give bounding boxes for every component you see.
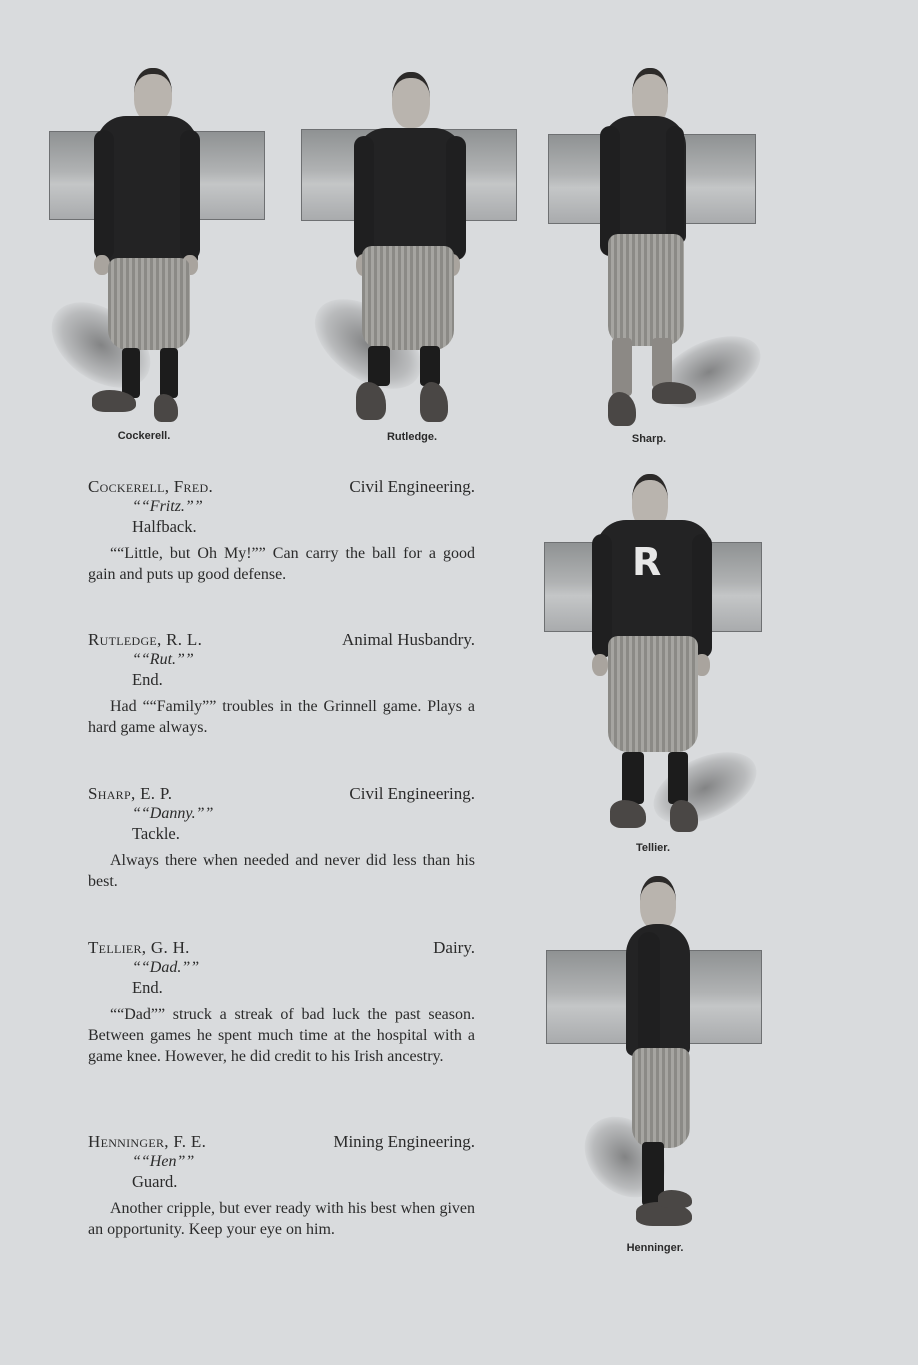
- player-position: Tackle.: [132, 824, 180, 843]
- player-course: Animal Husbandry.: [342, 630, 475, 649]
- player-photo-sharp: [544, 62, 758, 432]
- player-entry-tellier: [88, 938, 475, 1067]
- player-entry-cockerell: [88, 477, 475, 585]
- player-entry-sharp: [88, 784, 475, 892]
- player-name: Cockerell, Fred.: [88, 477, 214, 496]
- player-name: Tellier, G. H.: [88, 938, 190, 957]
- player-entry-rutledge: [88, 630, 475, 738]
- player-description: ““Little, but Oh My!”” Can carry the ball for a good gain and puts up good defense.: [88, 545, 475, 583]
- player-photo-henninger: [540, 872, 766, 1240]
- photo-caption-henninger: Henninger.: [626, 1242, 684, 1254]
- photo-caption-sharp: Sharp.: [631, 433, 667, 445]
- player-description: ““Dad”” struck a streak of bad luck the past season. Between games he spent much time at the hospital with a game knee. However, he did credit to his Irish ancestry.: [88, 1006, 475, 1065]
- photo-caption-cockerell: Cockerell.: [117, 430, 171, 442]
- player-name: Sharp, E. P.: [88, 784, 173, 803]
- player-course: Civil Engineering.: [349, 477, 475, 496]
- player-name: Rutledge, R. L.: [88, 630, 203, 649]
- player-position: Guard.: [132, 1172, 178, 1191]
- player-description: Always there when needed and never did less than his best.: [88, 852, 475, 890]
- player-photo-cockerell: [44, 60, 269, 430]
- player-nickname: ““Fritz.””: [132, 498, 203, 515]
- player-photo-rutledge: [298, 64, 520, 430]
- player-nickname: ““Danny.””: [132, 805, 214, 822]
- sweater-letter: R: [632, 540, 662, 584]
- player-position: Halfback.: [132, 517, 197, 536]
- player-nickname: ““Hen””: [132, 1153, 195, 1170]
- player-name: Henninger, F. E.: [88, 1132, 207, 1151]
- photo-caption-rutledge: Rutledge.: [386, 431, 438, 443]
- player-nickname: ““Rut.””: [132, 651, 194, 668]
- player-description: Another cripple, but ever ready with his best when given an opportunity. Keep your eye on him.: [88, 1200, 475, 1238]
- player-description: Had ““Family”” troubles in the Grinnell game. Plays a hard game always.: [88, 698, 475, 736]
- player-course: Dairy.: [433, 938, 475, 957]
- player-course: Mining Engineering.: [333, 1132, 475, 1151]
- player-entry-henninger: [88, 1132, 475, 1240]
- player-position: End.: [132, 978, 163, 997]
- player-position: End.: [132, 670, 163, 689]
- photo-caption-tellier: Tellier.: [635, 842, 671, 854]
- player-photo-tellier: [540, 468, 766, 838]
- player-nickname: ““Dad.””: [132, 959, 200, 976]
- player-course: Civil Engineering.: [349, 784, 475, 803]
